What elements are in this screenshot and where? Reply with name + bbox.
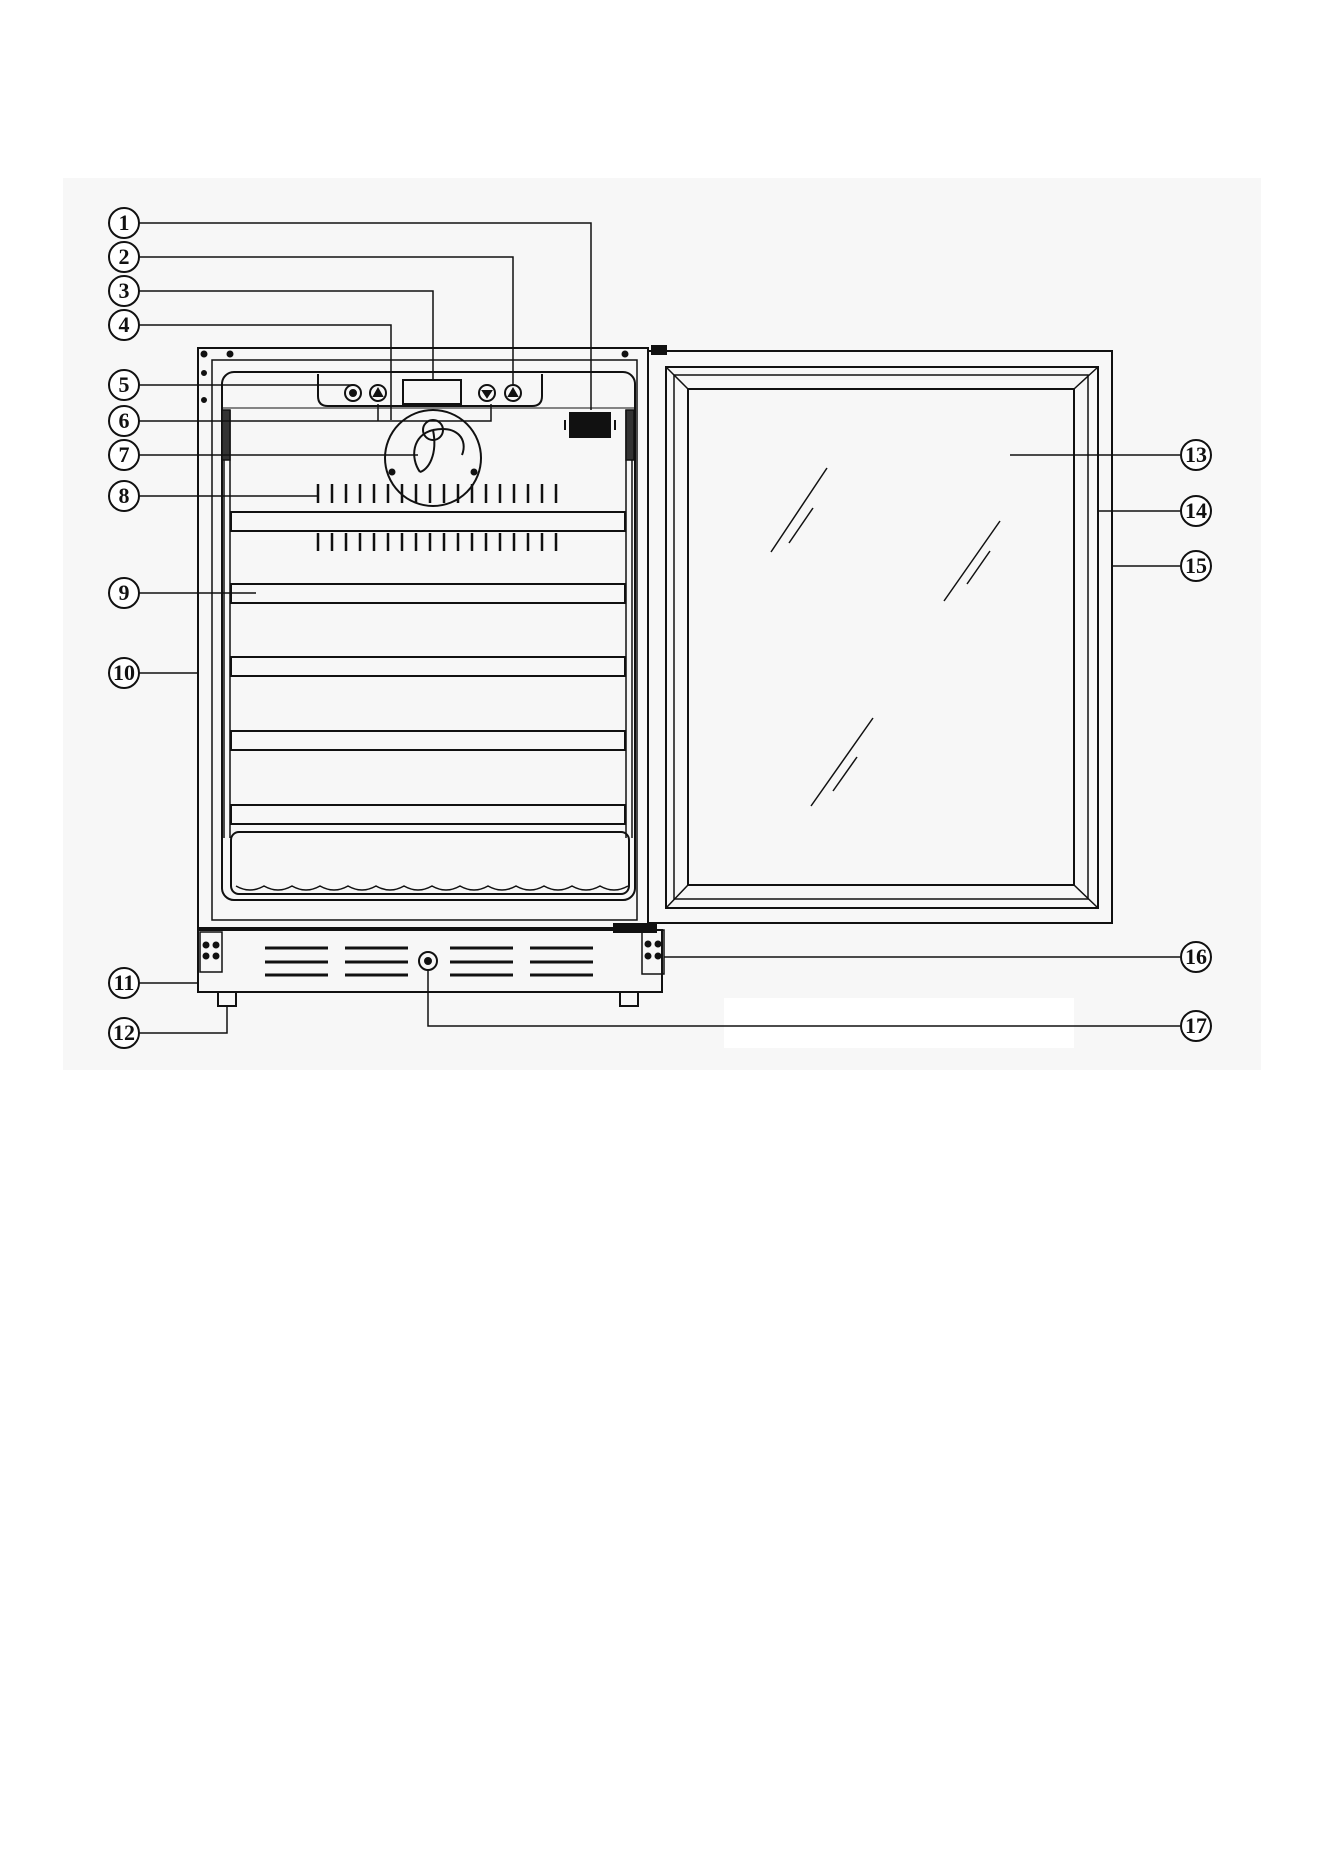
callout-1 xyxy=(109,208,139,238)
callout-number: 9 xyxy=(118,580,130,605)
callout-11 xyxy=(109,968,139,998)
callout-number: 13 xyxy=(1185,442,1207,467)
callout-15 xyxy=(1181,551,1211,581)
callout-4 xyxy=(109,310,139,340)
shelf-1 xyxy=(231,512,625,531)
callout-14 xyxy=(1181,496,1211,526)
shelf-5 xyxy=(231,805,625,824)
callout-16 xyxy=(1181,942,1211,972)
callout-number: 5 xyxy=(118,372,130,397)
callout-number: 14 xyxy=(1185,498,1207,523)
callout-number: 10 xyxy=(113,660,135,685)
callout-number: 11 xyxy=(113,970,135,995)
callout-number: 15 xyxy=(1185,553,1207,578)
shelf-2 xyxy=(231,584,625,603)
callout-13 xyxy=(1181,440,1211,470)
shelf-4 xyxy=(231,731,625,750)
callout-number: 3 xyxy=(118,278,130,303)
callout-2 xyxy=(109,242,139,272)
callout-number: 2 xyxy=(118,244,130,269)
light xyxy=(565,413,615,437)
callout-number: 7 xyxy=(118,442,130,467)
callout-6 xyxy=(109,406,139,436)
shelf-3 xyxy=(231,657,625,676)
callout-number: 17 xyxy=(1185,1013,1207,1038)
callout-number: 12 xyxy=(113,1020,135,1045)
callout-12 xyxy=(109,1018,139,1048)
blank-label-area xyxy=(724,998,1074,1048)
callout-number: 1 xyxy=(118,210,130,235)
callout-number: 8 xyxy=(118,483,130,508)
callout-number: 6 xyxy=(118,408,130,433)
callout-number: 16 xyxy=(1185,944,1207,969)
callout-number: 4 xyxy=(118,312,130,337)
callout-8 xyxy=(109,481,139,511)
callout-5 xyxy=(109,370,139,400)
callout-9 xyxy=(109,578,139,608)
callout-17 xyxy=(1181,1011,1211,1041)
callout-7 xyxy=(109,440,139,470)
callout-3 xyxy=(109,276,139,306)
callout-10 xyxy=(109,658,139,688)
